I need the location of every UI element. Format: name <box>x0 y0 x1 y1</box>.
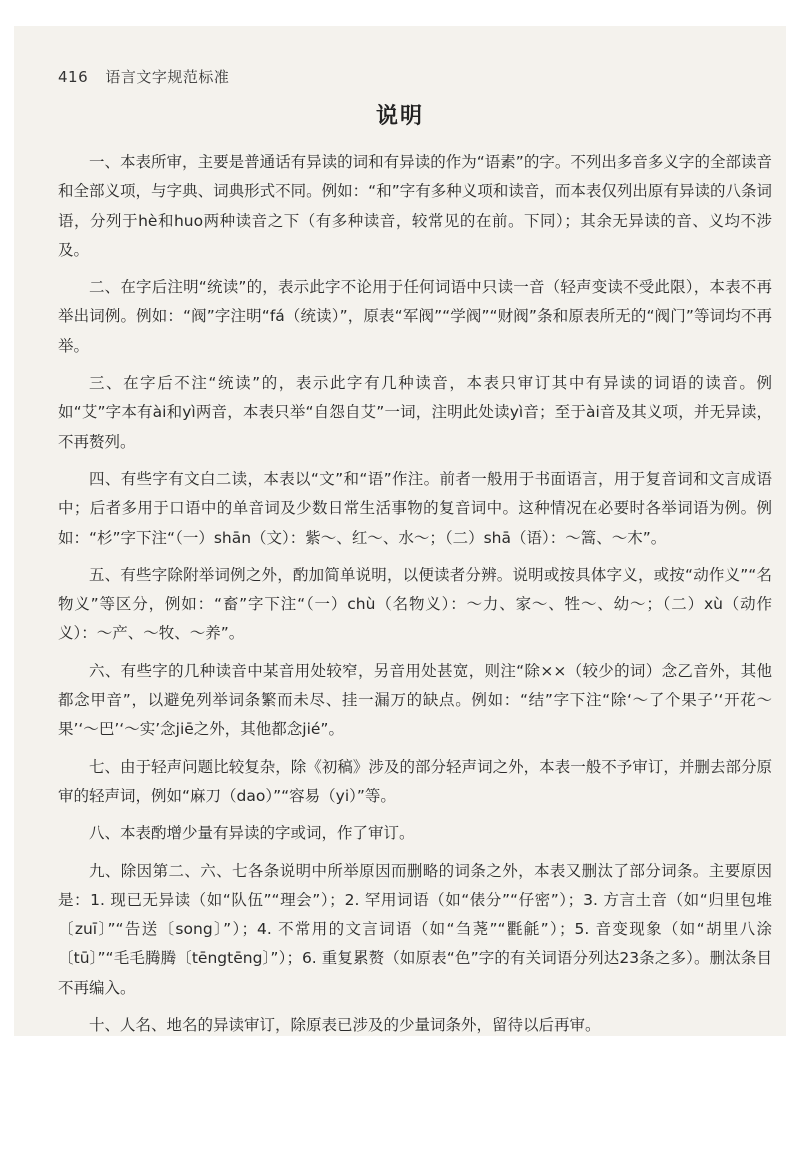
paragraph: 二、在字后注明“统读”的，表示此字不论用于任何词语中只读一音（轻声变读不受此限），本表不再举出词例。例如：“阀”字注明“fá（统读）”，原表“军阀”“学阀”“财阀”条和原表所无的“阀门”等词均不再举。 <box>58 278 772 355</box>
body-text <box>58 148 772 1040</box>
paragraph: 八、本表酌增少量有异读的字或词，作了审订。 <box>89 824 415 843</box>
paragraph: 七、由于轻声问题比较复杂，除《初稿》涉及的部分轻声词之外，本表一般不予审订，并删去部分原审的轻声词，例如“麻刀（dao）”“容易（yi）”等。 <box>58 757 772 805</box>
page-number: 416 <box>58 68 89 86</box>
paragraph: 六、有些字的几种读音中某音用处较窄，另音用处甚宽，则注“除××（较少的词）念乙音外，其他都念甲音”，以避免列举词条繁而未尽、挂一漏万的缺点。例如：“结”字下注“除‘～了个果子’‘开花～果’‘～巴’‘～实’念jiē之外，其他都念jié”。 <box>58 661 772 739</box>
book-title: 语言文字规范标准 <box>105 68 230 86</box>
paragraph: 十、人名、地名的异读审订，除原表已涉及的少量词条外，留待以后再审。 <box>89 1016 601 1035</box>
paragraph: 三、在字后不注“统读”的，表示此字有几种读音，本表只审订其中有异读的词语的读音。例如“艾”字本有ài和yì两音，本表只举“自怨自艾”一词，注明此处读yì音；至于ài音及其义项，并无异读，不再赘列。 <box>58 374 772 451</box>
paragraph: 一、本表所审，主要是普通话有异读的词和有异读的作为“语素”的字。不列出多音多义字的全部读音和全部义项，与字典、词典形式不同。例如：“和”字有多种义项和读音，而本表仅列出原有异读的八条词语，分列于hè和huo两种读音之下（有多种读音，较常见的在前。下同）；其余无异读的音、义均不涉及。 <box>58 153 772 259</box>
page-title: 说明 <box>375 104 424 129</box>
paragraph: 九、除因第二、六、七各条说明中所举原因而删略的词条之外，本表又删汰了部分词条。主要原因是：1. 现已无异读（如“队伍”“理会”）；2. 罕用词语（如“俵分”“仔密”）；3. 方言土音（如“归里包堆〔zuī〕”“告送〔song〕”）；4. 不常用的文言词语（如“刍荛”“氍毹”）；5. 音变现象（如“胡里八涂〔tū〕”“毛毛腾腾〔tēngtēng〕”）；6. 重复累赘（如原表“色”字的有关词语分列达23条之多）。删汰条目不再编入。 <box>58 861 772 997</box>
paragraph: 四、有些字有文白二读，本表以“文”和“语”作注。前者一般用于书面语言，用于复音词和文言成语中；后者多用于口语中的单音词及少数日常生活事物的复音词中。这种情况在必要时各举词语为例。例如：“杉”字下注“（一）shān（文）：紫～、红～、水～；（二）shā（语）：～篙、～木”。 <box>58 469 772 547</box>
running-header <box>58 66 229 87</box>
paragraph: 五、有些字除附举词例之外，酌加简单说明，以便读者分辨。说明或按具体字义，或按“动作义”“名物义”等区分，例如：“畜”字下注“（一）chù（名物义）：～力、家～、牲～、幼～；（二）xù（动作义）：～产、～牧、～养”。 <box>58 565 772 643</box>
